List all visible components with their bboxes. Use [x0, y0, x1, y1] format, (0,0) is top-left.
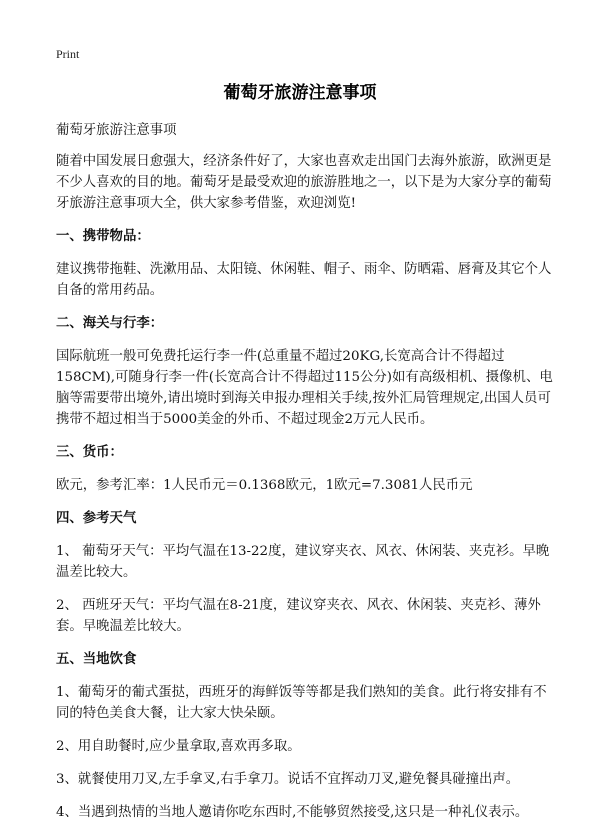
- section-paragraph: 欧元，参考汇率：1人民币元＝0.1368欧元，1欧元=7.3081人民币元: [56, 478, 473, 493]
- section-paragraph: 2、用自助餐时,应少量拿取,喜欢再多取。: [56, 739, 301, 754]
- section-heading-weather: 四、参考天气: [56, 510, 137, 526]
- section-heading-currency: 三、货币：: [56, 444, 123, 460]
- intro-paragraph: 随着中国发展日愈强大，经济条件好了，大家也喜欢走出国门去海外旅游，欧洲更是不少人喜欢的目的地。葡萄牙是最受欢迎的旅游胜地之一，以下是为大家分享的葡萄牙旅游注意事项大全，供大家参考借鉴，欢迎浏览!: [56, 154, 552, 211]
- section-paragraph: 1、 葡萄牙天气：平均气温在13-22度，建议穿夹衣、风衣、休闲装、夹克衫。早晚温差比较大。: [56, 544, 550, 580]
- article-body: [56, 120, 556, 835]
- section-heading-customs: 二、海关与行李：: [56, 315, 164, 331]
- section-heading-food: 五、当地饮食: [56, 651, 137, 667]
- section-paragraph: 1、葡萄牙的葡式蛋挞，西班牙的海鲜饭等等都是我们熟知的美食。此行将安排有不同的特色美食大餐，让大家大快朵颐。: [56, 685, 547, 721]
- section-paragraph: 3、就餐使用刀叉,左手拿叉,右手拿刀。说话不宜挥动刀叉,避免餐具碰撞出声。: [56, 772, 520, 787]
- section-paragraph: 建议携带拖鞋、洗漱用品、太阳镜、休闲鞋、帽子、雨伞、防晒霜、唇膏及其它个人自备的常用药品。: [56, 262, 552, 298]
- section-heading-items: 一、携带物品：: [56, 228, 150, 244]
- section-paragraph: 4、当遇到热情的当地人邀请你吃东西时,不能够贸然接受,这只是一种礼仪表示。: [56, 805, 529, 820]
- section-paragraph: 2、 西班牙天气：平均气温在8-21度，建议穿夹衣、风衣、休闲装、夹克衫、薄外套。早晚温差比较大。: [56, 598, 541, 634]
- section-paragraph: 国际航班一般可免费托运行李一件(总重量不超过20KG,长宽高合计不得超过158CM),可随身行李一件(长宽高合计不得超过115公分)如有高级相机、摄像机、电脑等需要带出境外,请出境时到海关申报办理相关手续,按外汇局管理规定,出国人员可携带不超过相当于5000美金的外币、不超过现金2万元人民币。: [56, 349, 553, 427]
- article-subtitle: 葡萄牙旅游注意事项: [56, 123, 177, 138]
- print-link[interactable]: Print: [56, 47, 80, 61]
- page-title: 葡萄牙旅游注意事项: [223, 83, 377, 103]
